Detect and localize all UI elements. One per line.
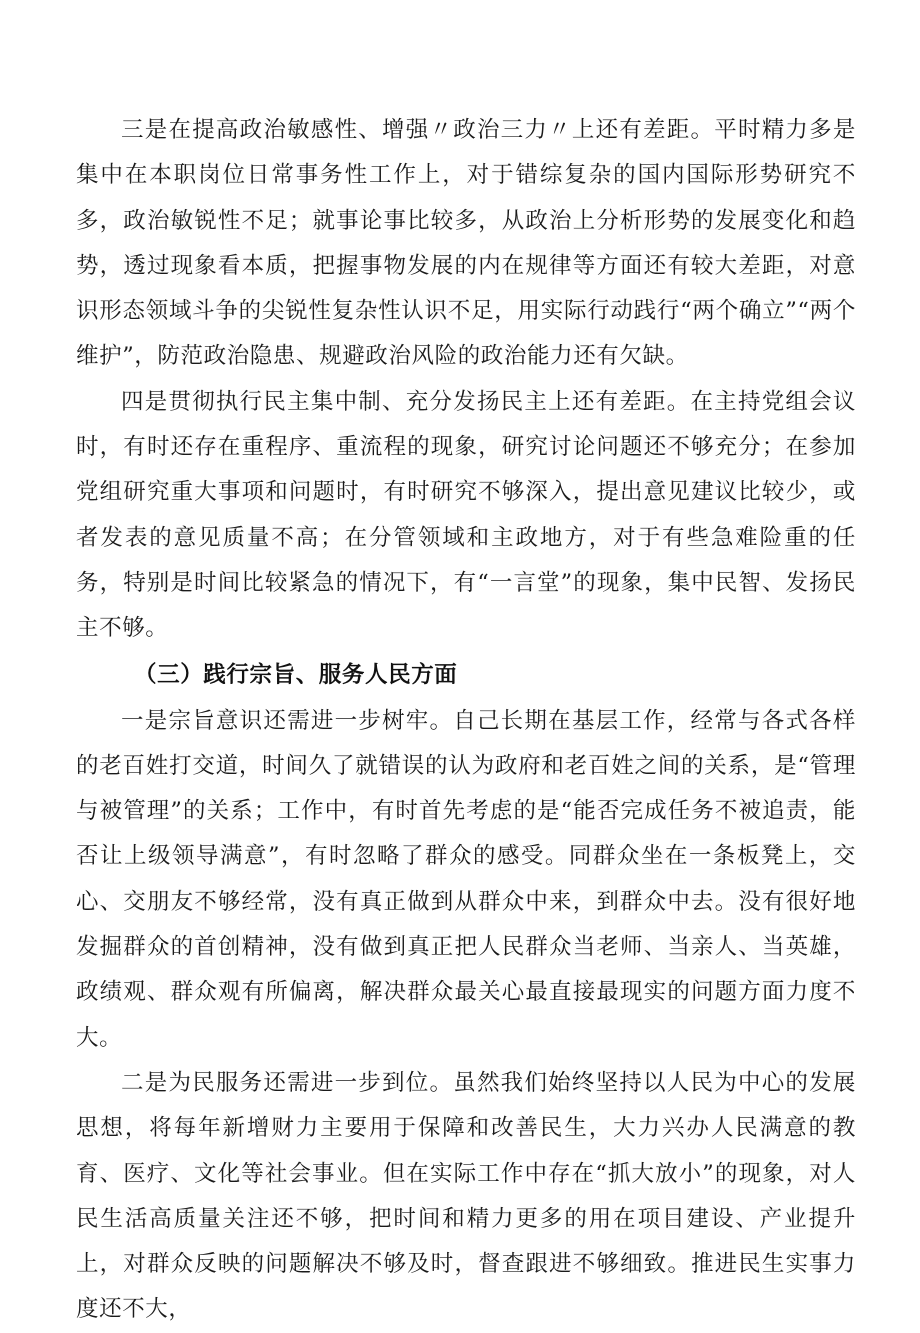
paragraph-democratic-centralism: 四是贯彻执行民主集中制、充分发扬民主上还有差距。在主持党组会议时，有时还存在重程序、重流程的现象，研究讨论问题还不够充分；在参加党组研究重大事项和问题时，有时研究不够深入，提出意见建议比较少，或者发表的意见质量不高；在分管领域和主政地方，对于有些急难险重的任务，特别是时间比较紧急的情况下，有“一言堂”的现象，集中民智、发扬民主不够。 xyxy=(76,388,856,642)
section-heading: （三）践行宗旨、服务人民方面 xyxy=(134,661,458,688)
paragraph-serving-people: 二是为民服务还需进一步到位。虽然我们始终坚持以人民为中心的发展思想，将每年新增财力主要用于保障和改善民生，大力兴办人民满意的教育、医疗、文化等社会事业。但在实际工作中存在“抓大放小”的现象，对人民生活高质量关注还不够，把时间和精力更多的用在项目建设、产业提升上，对群众反映的问题解决不够及时，督查跟进不够细致。推进民生实事力度还不大， xyxy=(76,1069,856,1323)
document-body xyxy=(76,108,856,1333)
paragraph-political-sensitivity: 三是在提高政治敏感性、增强〃政治三力〃上还有差距。平时精力多是集中在本职岗位日常事务性工作上，对于错综复杂的国内国际形势研究不多，政治敏锐性不足；就事论事比较多，从政治上分析形势的发展变化和趋势，透过现象看本质，把握事物发展的内在规律等方面还有较大差距，对意识形态领域斗争的尖锐性复杂性认识不足，用实际行动践行“两个确立”“两个维护”，防范政治隐患、规避政治风险的政治能力还有欠缺。 xyxy=(76,117,856,370)
paragraph-purpose-awareness: 一是宗旨意识还需进一步树牢。自己长期在基层工作，经常与各式各样的老百姓打交道，时间久了就错误的认为政府和老百姓之间的关系，是“管理与被管理”的关系；工作中，有时首先考虑的是“能否完成任务不被追责，能否让上级领导满意”，有时忽略了群众的感受。同群众坐在一条板凳上，交心、交朋友不够经常，没有真正做到从群众中来，到群众中去。没有很好地发掘群众的首创精神，没有做到真正把人民群众当老师、当亲人、当英雄，政绩观、群众观有所偏离，解决群众最关心最直接最现实的问题方面力度不大。 xyxy=(76,707,856,1051)
